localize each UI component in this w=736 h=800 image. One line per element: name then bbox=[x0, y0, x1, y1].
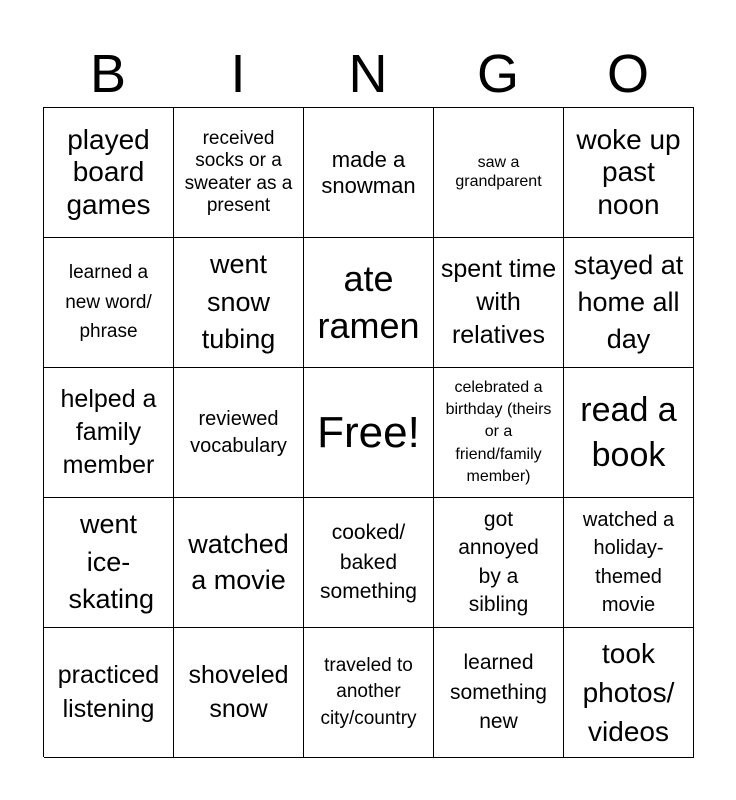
cell-text: traveled to another city/country bbox=[320, 654, 417, 729]
cell-text: celebrated a birthday (theirs or a friend/family member) bbox=[445, 378, 552, 486]
cell-text: got annoyed by a sibling bbox=[458, 507, 539, 616]
bingo-cell-free[interactable] bbox=[304, 368, 434, 498]
bingo-header bbox=[43, 40, 693, 108]
cell-text: reviewed vocabulary bbox=[190, 407, 287, 457]
cell-text: learned a new word/ phrase bbox=[65, 262, 152, 343]
bingo-cell[interactable] bbox=[44, 238, 174, 368]
cell-text: made a snowman bbox=[321, 146, 416, 198]
bingo-board bbox=[43, 107, 694, 757]
cell-text: received socks or a sweater as a present bbox=[184, 128, 293, 216]
bingo-cell[interactable] bbox=[174, 628, 304, 758]
cell-text: cooked/ baked something bbox=[320, 521, 417, 604]
bingo-cell[interactable] bbox=[564, 368, 694, 498]
cell-text: ate ramen bbox=[317, 257, 420, 346]
header-letter-o: O bbox=[606, 44, 649, 104]
bingo-cell[interactable] bbox=[434, 498, 564, 628]
cell-text: shoveled snow bbox=[188, 660, 289, 723]
header-letter-i: I bbox=[230, 44, 246, 104]
cell-text: practiced listening bbox=[57, 660, 160, 723]
bingo-cell[interactable] bbox=[434, 108, 564, 238]
header-letter-b: B bbox=[89, 44, 127, 104]
bingo-cell[interactable] bbox=[564, 628, 694, 758]
bingo-cell[interactable] bbox=[44, 628, 174, 758]
cell-text: read a book bbox=[580, 391, 677, 474]
bingo-cell[interactable] bbox=[304, 628, 434, 758]
bingo-cell[interactable] bbox=[564, 108, 694, 238]
bingo-cell[interactable] bbox=[44, 108, 174, 238]
bingo-cell[interactable] bbox=[174, 368, 304, 498]
cell-text: stayed at home all day bbox=[573, 249, 684, 355]
cell-text: helped a family member bbox=[60, 384, 157, 480]
bingo-cell[interactable] bbox=[44, 498, 174, 628]
bingo-cell[interactable] bbox=[304, 498, 434, 628]
bingo-cell[interactable] bbox=[174, 108, 304, 238]
bingo-cell[interactable] bbox=[564, 498, 694, 628]
cell-text: went snow tubing bbox=[201, 248, 276, 355]
bingo-cell[interactable] bbox=[174, 498, 304, 628]
bingo-cell[interactable] bbox=[304, 238, 434, 368]
header-letter-n: N bbox=[348, 44, 388, 104]
cell-text: saw a grandparent bbox=[455, 153, 542, 190]
cell-text: played board games bbox=[66, 123, 151, 220]
free-space-text: Free! bbox=[317, 407, 420, 457]
bingo-cell[interactable] bbox=[434, 238, 564, 368]
bingo-cell[interactable] bbox=[44, 368, 174, 498]
bingo-cell[interactable] bbox=[564, 238, 694, 368]
bingo-cell[interactable] bbox=[174, 238, 304, 368]
cell-text: went ice-skating bbox=[68, 508, 155, 615]
cell-text: learned something new bbox=[450, 650, 547, 734]
cell-text: spent time with relatives bbox=[440, 254, 557, 350]
header-letter-g: G bbox=[476, 44, 519, 104]
bingo-cell[interactable] bbox=[304, 108, 434, 238]
bingo-cell[interactable] bbox=[434, 368, 564, 498]
cell-text: watched a holiday-themed movie bbox=[582, 508, 675, 616]
cell-text: woke up past noon bbox=[576, 123, 681, 220]
bingo-cell[interactable] bbox=[434, 628, 564, 758]
cell-text: took photos/ videos bbox=[582, 637, 675, 748]
cell-text: watched a movie bbox=[188, 528, 289, 595]
